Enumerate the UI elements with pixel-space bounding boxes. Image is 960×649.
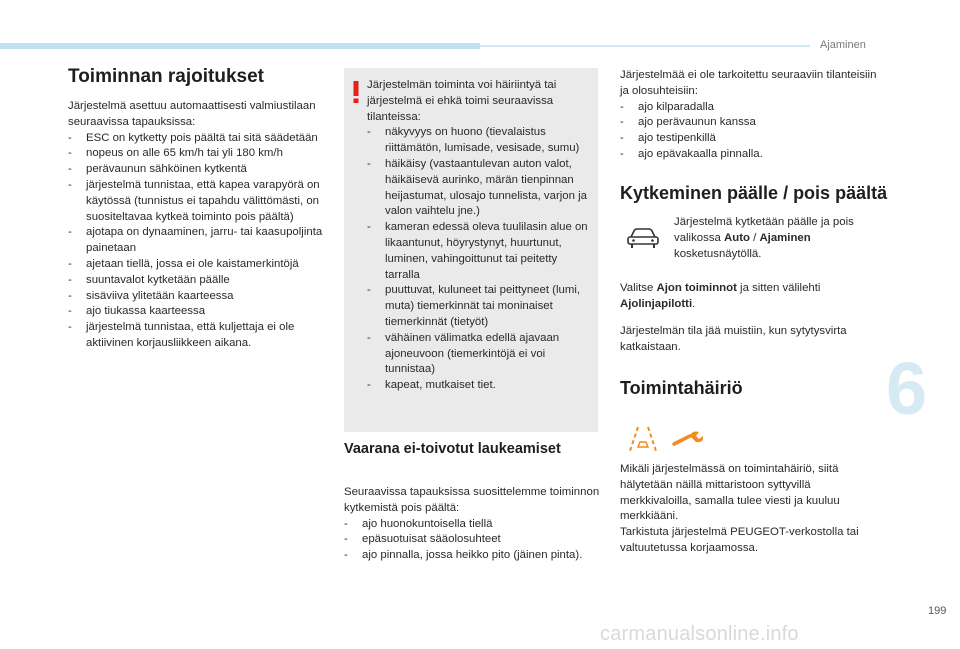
list-item: - ajo testipenkillä <box>620 131 882 147</box>
list-item: - näkyvyys on huono (tievalaistus riittämätön, lumisade, vesisade, sumu) <box>367 125 593 157</box>
header-accent-line <box>480 45 810 47</box>
fault-text <box>620 462 882 557</box>
list-item: - epäsuotuisat sääolosuhteet <box>344 532 602 548</box>
select-text-pre: Valitse <box>620 282 657 294</box>
warning-exclamation-icon <box>350 80 362 104</box>
false-trigger-title: Vaarana ei-toivotut laukeamiset <box>344 441 561 457</box>
header-accent-bar <box>0 43 480 49</box>
list-item: - perävaunun sähköinen kytkentä <box>68 162 330 178</box>
list-item: - ajo perävaunun kanssa <box>620 115 882 131</box>
lane-warning-icon <box>626 425 660 453</box>
fault-text-2: Tarkistuta järjestelmä PEUGEOT-verkostolla tai valtuutetussa korjaamossa. <box>620 526 859 554</box>
list-item: - puuttuvat, kuluneet tai peittyneet (lumi, muta) tiemerkinnät tai moninaiset tiemerkinnät (tietyöt) <box>367 283 593 330</box>
list-item: - häikäisy (vastaantulevan auton valot, häikäisevä aurinko, märän tienpinnan heijastumat, ulosajo tunnelista, varjon ja valon vaihtelu jne.) <box>367 157 593 220</box>
memory-text: Järjestelmän tila jää muistiin, kun sytytysvirta katkaistaan. <box>620 325 847 353</box>
fault-title: Toimintahäiriö <box>620 378 743 398</box>
list-item: - suuntavalot kytketään päälle <box>68 273 330 289</box>
not-intended-list <box>620 100 882 163</box>
limitations-intro: Järjestelmä asettuu automaattisesti valmiustilaan seuraavissa tapauksissa: <box>68 100 316 128</box>
page-number: 199 <box>928 605 947 617</box>
switch-text-part: Järjestelmä kytketään päälle ja pois valikossa <box>674 216 854 244</box>
warning-list <box>367 125 593 394</box>
false-trigger-intro: Seuraavissa tapauksissa suosittelemme toiminnon kytkemistä pois päältä: <box>344 486 600 514</box>
switch-text-end: kosketusnäytöllä. <box>674 247 762 260</box>
switch-title: Kytkeminen päälle / pois päältä <box>620 183 888 203</box>
lane-pilot-label: Ajolinjapilotti <box>620 297 693 310</box>
list-item: - vähäinen välimatka edellä ajavaan ajoneuvoon (tiemerkintöjä ei voi tunnistaa) <box>367 331 593 378</box>
list-item: - järjestelmä tunnistaa, että kapea varapyörä on käytössä (tunnistus ei tapahdu välittömästi, on suositeltavaa kytkeä toiminto pois päältä) <box>68 178 330 225</box>
warning-intro: Järjestelmän toiminta voi häiriintyä tai järjestelmä ei ehkä toimi seuraavissa tilanteissa: <box>367 79 557 123</box>
limitations-section <box>68 99 330 352</box>
select-text-mid: ja sitten välilehti <box>736 282 821 294</box>
switch-text <box>674 215 874 262</box>
fault-text-1: Mikäli järjestelmässä on toimintahäiriö, siitä hälytetään näillä mittaristoon syttyvillä merkkivaloilla, samalla tulee viesti ja kuuluu merkkiääni. <box>620 463 840 523</box>
chapter-number: 6 <box>886 347 928 430</box>
false-trigger-list <box>344 517 602 564</box>
select-text <box>620 281 882 313</box>
list-item: - ajo epävakaalla pinnalla. <box>620 147 882 163</box>
car-icon <box>626 227 660 249</box>
list-item: - ESC on kytketty pois päältä tai sitä säädetään <box>68 131 330 147</box>
menu-auto-label: Auto <box>724 231 750 244</box>
warning-text <box>367 78 593 394</box>
menu-driving-label: Ajaminen <box>759 231 811 244</box>
select-text-end: . <box>692 297 696 310</box>
limitations-list <box>68 131 330 352</box>
list-item: - ajo tiukassa kaarteessa <box>68 304 330 320</box>
list-item: - ajo huonokuntoisella tiellä <box>344 517 602 533</box>
list-item: - ajetaan tiellä, jossa ei ole kaistamerkintöjä <box>68 257 330 273</box>
not-intended-intro: Järjestelmää ei ole tarkoitettu seuraaviin tilanteisiin ja olosuhteisiin: <box>620 69 877 97</box>
list-item: - kapeat, mutkaiset tiet. <box>367 378 593 394</box>
section-label: Ajaminen <box>820 39 866 51</box>
wrench-icon <box>672 430 706 448</box>
switch-text-separator: / <box>749 231 760 244</box>
limitations-title: Toiminnan rajoitukset <box>68 66 265 87</box>
list-item: - ajo kilparadalla <box>620 100 882 116</box>
list-item: - nopeus on alle 65 km/h tai yli 180 km/h <box>68 146 330 162</box>
list-item: - järjestelmä tunnistaa, että kuljettaja ei ole aktiivinen korjausliikkeen aikana. <box>68 320 330 352</box>
not-intended-section <box>620 68 882 163</box>
watermark: carmanualsonline.info <box>600 623 799 645</box>
driving-functions-label: Ajon toiminnot <box>656 282 737 294</box>
false-trigger-section <box>344 485 602 564</box>
list-item: - ajo pinnalla, jossa heikko pito (jäinen pinta). <box>344 548 602 564</box>
list-item: - kameran edessä oleva tuulilasin alue on likaantunut, höyrystynyt, huurtunut, luminen, vahingoittunut tai peitetty tarralla <box>367 220 593 283</box>
list-item: - sisäviiva ylitetään kaarteessa <box>68 289 330 305</box>
list-item: - ajotapa on dynaaminen, jarru- tai kaasupoljinta painetaan <box>68 225 330 257</box>
